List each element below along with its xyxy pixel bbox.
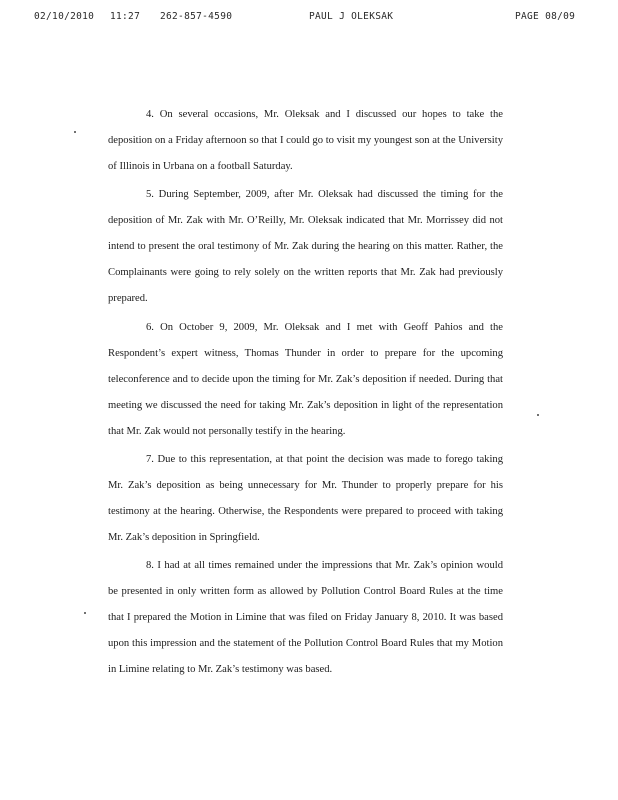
paragraph-5: 5. During September, 2009, after Mr. Oleksak had discussed the timing for the deposition of Mr. Zak with Mr. O’Reilly, Mr. Oleksak indicated that Mr. Morrissey did not intend to present the oral testimony of Mr. Zak during the hearing on this matter. Rather, the Complainants were going to rely solely on the written reports that Mr. Zak had previously prepared. <box>108 189 503 304</box>
fax-header <box>0 11 618 25</box>
scan-speck <box>537 414 539 416</box>
document-body <box>108 102 503 683</box>
scan-speck <box>84 612 86 614</box>
paragraph-8: 8. I had at all times remained under the impressions that Mr. Zak’s opinion would be presented in only written form as allowed by Pollution Control Board Rules at the time that I prepared the Motion in Limine that was filed on Friday January 8, 2010. It was based upon this impression and the statement of the Pollution Control Board Rules that my Motion in Limine relating to Mr. Zak’s testimony was based. <box>108 560 503 675</box>
paragraph-4: 4. On several occasions, Mr. Oleksak and I discussed our hopes to take the deposition on a Friday afternoon so that I could go to visit my youngest son at the University of Illinois in Urbana on a football Saturday. <box>108 109 503 172</box>
fax-phone: 262-857-4590 <box>160 11 233 22</box>
scan-speck <box>74 131 76 133</box>
fax-time: 11:27 <box>110 11 141 22</box>
fax-page-number: PAGE 08/09 <box>515 11 576 22</box>
fax-date: 02/10/2010 <box>34 11 95 22</box>
paragraph-6: 6. On October 9, 2009, Mr. Oleksak and I met with Geoff Pahios and the Respondent’s expert witness, Thomas Thunder in order to prepare for the upcoming teleconference and to decide upon the timing for Mr. Zak’s deposition if needed. During that meeting we discussed the need for taking Mr. Zak’s deposition in light of the representation that Mr. Zak would not personally testify in the hearing. <box>108 322 503 437</box>
paragraph-7: 7. Due to this representation, at that point the decision was made to forego taking Mr. Zak’s deposition as being unnecessary for Mr. Thunder to properly prepare for his testimony at the hearing. Otherwise, the Respondents were prepared to proceed with taking Mr. Zak’s deposition in Springfield. <box>108 454 503 543</box>
fax-sender: PAUL J OLEKSAK <box>309 11 394 22</box>
